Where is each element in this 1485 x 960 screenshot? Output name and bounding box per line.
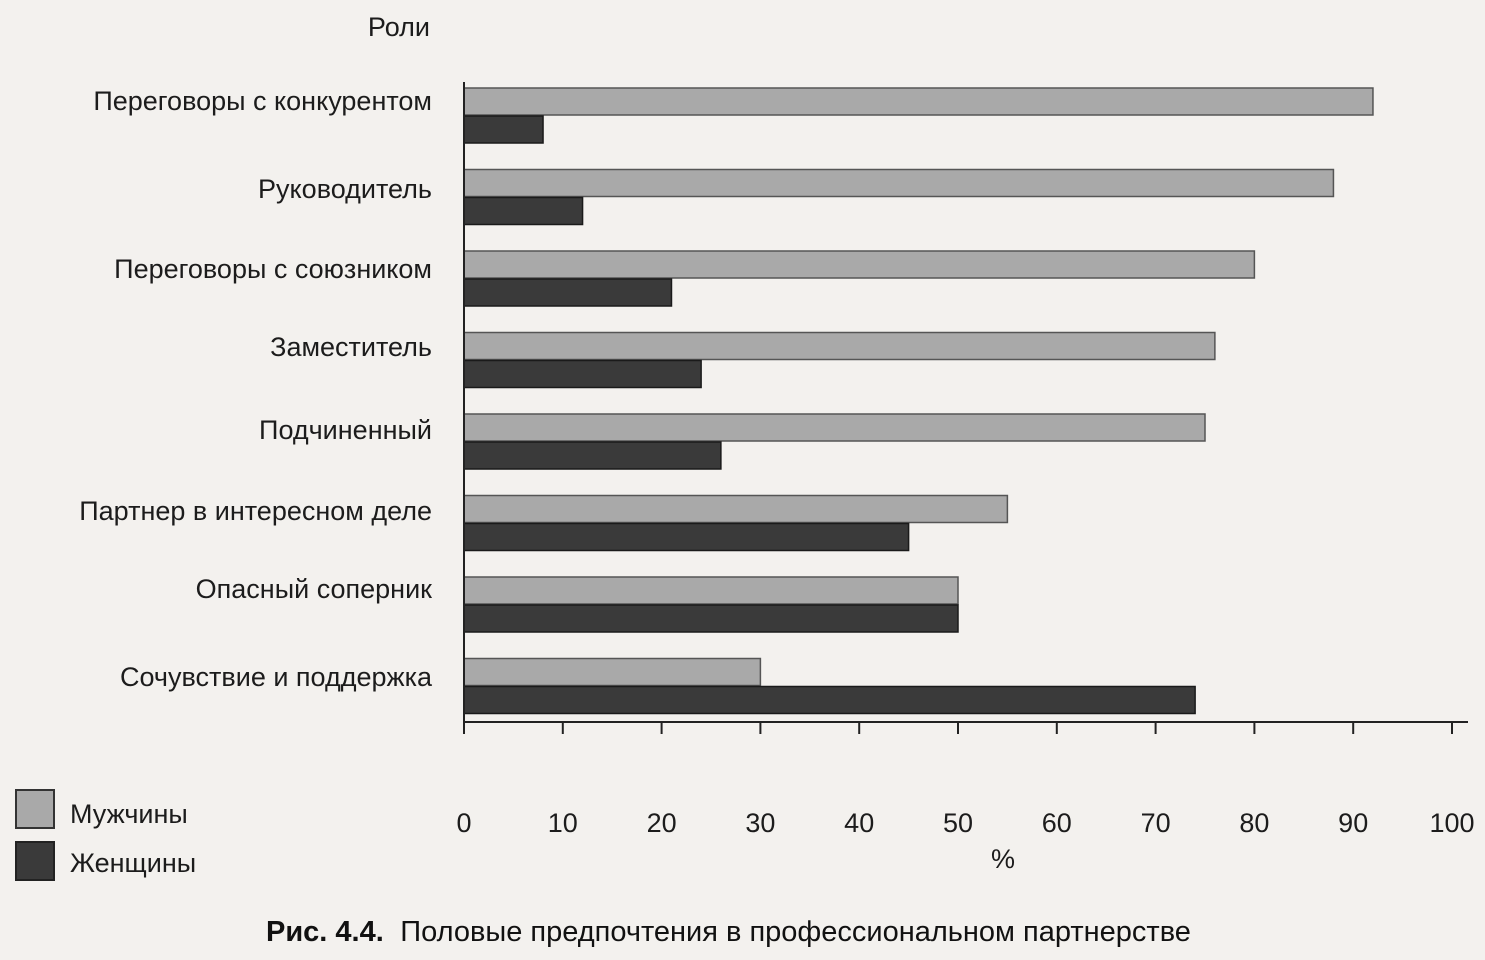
bar-men-1 bbox=[464, 170, 1333, 197]
category-label-5: Партнер в интересном деле bbox=[79, 496, 432, 526]
category-label-7: Сочувствие и поддержка bbox=[120, 662, 432, 692]
x-tick-label-9: 90 bbox=[1338, 808, 1369, 838]
bar-women-3 bbox=[464, 361, 701, 388]
figure-caption bbox=[266, 916, 1191, 948]
category-axis-title: Роли bbox=[367, 12, 430, 42]
bar-men-5 bbox=[464, 496, 1007, 523]
x-tick-label-6: 60 bbox=[1041, 808, 1072, 838]
x-tick-label-2: 20 bbox=[646, 808, 677, 838]
caption-text: Половые предпочтения в профессиональном партнерстве bbox=[400, 916, 1191, 948]
legend-swatch-men bbox=[16, 790, 54, 828]
bar-men-6 bbox=[464, 577, 958, 604]
bars-group bbox=[464, 88, 1373, 714]
category-label-3: Заместитель bbox=[270, 332, 432, 362]
x-tick-label-5: 50 bbox=[942, 808, 974, 838]
category-label-6: Опасный соперник bbox=[195, 574, 432, 604]
bar-men-2 bbox=[464, 251, 1254, 278]
bar-men-7 bbox=[464, 659, 760, 686]
x-tick-label-7: 70 bbox=[1140, 808, 1171, 838]
x-ticks bbox=[456, 722, 1474, 838]
legend-label-women: Женщины bbox=[70, 848, 197, 878]
category-label-4: Подчиненный bbox=[259, 415, 432, 445]
category-label-2: Переговоры с союзником bbox=[114, 254, 432, 284]
x-tick-label-3: 30 bbox=[745, 808, 776, 838]
bar-women-6 bbox=[464, 605, 958, 632]
bar-women-1 bbox=[464, 198, 583, 225]
caption-number: Рис. 4.4. bbox=[266, 916, 384, 948]
x-tick-label-1: 10 bbox=[547, 808, 578, 838]
bar-women-2 bbox=[464, 279, 671, 306]
x-tick-label-10: 100 bbox=[1429, 808, 1475, 838]
category-labels bbox=[79, 86, 433, 692]
bar-women-0 bbox=[464, 116, 543, 143]
x-tick-label-4: 40 bbox=[844, 808, 875, 838]
x-axis-title: % bbox=[990, 844, 1016, 874]
bar-men-4 bbox=[464, 414, 1205, 441]
bar-women-5 bbox=[464, 524, 909, 551]
x-tick-label-0: 0 bbox=[456, 808, 472, 838]
legend-label-men: Мужчины bbox=[70, 799, 188, 829]
legend-swatch-women bbox=[16, 842, 54, 880]
bar-women-7 bbox=[464, 687, 1195, 714]
bar-men-0 bbox=[464, 88, 1373, 115]
bar-men-3 bbox=[464, 333, 1215, 360]
bar-women-4 bbox=[464, 442, 721, 469]
legend bbox=[16, 790, 196, 880]
category-label-0: Переговоры с конкурентом bbox=[93, 86, 432, 116]
category-label-1: Руководитель bbox=[258, 174, 432, 204]
x-tick-label-8: 80 bbox=[1239, 808, 1270, 838]
